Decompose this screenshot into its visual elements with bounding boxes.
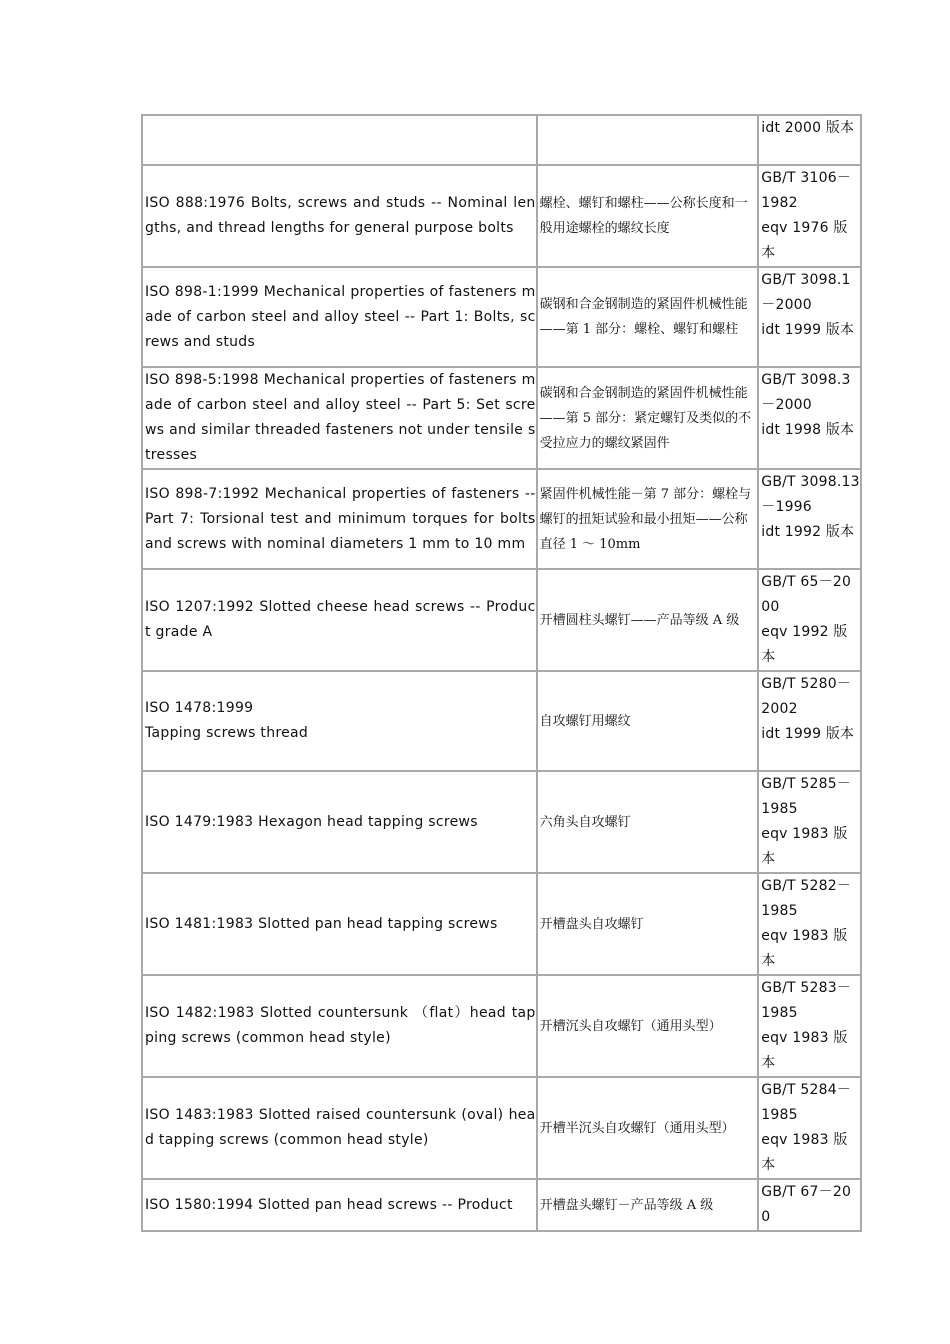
chinese-title-text: 开槽盘头螺钉－产品等级 A 级: [539, 1197, 714, 1213]
table-row: [143, 1078, 862, 1180]
chinese-title-text: 自攻螺钉用螺纹: [539, 713, 631, 729]
gb-number-text: GB/T 3098.13－1996: [761, 474, 860, 515]
table-row: [143, 116, 862, 166]
table-row: [143, 672, 862, 772]
chinese-title-text: 开槽半沉头自攻螺钉（通用头型）: [539, 1120, 735, 1136]
table-row: [143, 874, 862, 976]
iso-standard-cell: [143, 116, 538, 166]
table-row: [143, 772, 862, 874]
chinese-title-cell: [538, 874, 760, 976]
table-row: [143, 570, 862, 672]
iso-standard-cell: [143, 368, 538, 470]
chinese-title-cell: [538, 1078, 760, 1180]
chinese-title-cell: [538, 116, 760, 166]
gb-equivalence-text: idt 1992 版本: [761, 524, 855, 540]
gb-standard-cell: [759, 772, 862, 874]
standards-table: [141, 114, 862, 1232]
gb-standard-cell: [759, 1180, 862, 1232]
chinese-title-cell: [538, 268, 760, 368]
gb-equivalence-text: eqv 1983 版本: [761, 928, 848, 969]
chinese-title-text: 开槽圆柱头螺钉——产品等级 A 级: [539, 612, 740, 628]
gb-equivalence-text: eqv 1976 版本: [761, 220, 848, 261]
iso-standard-cell: [143, 772, 538, 874]
table-row: [143, 368, 862, 470]
chinese-title-cell: [538, 570, 760, 672]
chinese-title-cell: [538, 976, 760, 1078]
iso-standard-text: ISO 1479:1983 Hexagon head tapping screws: [145, 813, 478, 830]
gb-equivalence-text: idt 2000 版本: [761, 120, 855, 136]
iso-standard-cell: [143, 672, 538, 772]
chinese-title-text: 开槽盘头自攻螺钉: [539, 916, 644, 932]
gb-number-text: GB/T 5280－2002: [761, 676, 852, 717]
table-row: [143, 470, 862, 570]
chinese-title-cell: [538, 368, 760, 470]
gb-standard-cell: [759, 570, 862, 672]
gb-standard-cell: [759, 268, 862, 368]
chinese-title-cell: [538, 166, 760, 268]
chinese-title-text: 碳钢和合金钢制造的紧固件机械性能——第 1 部分：螺栓、螺钉和螺柱: [539, 297, 748, 337]
iso-standard-cell: [143, 874, 538, 976]
chinese-title-cell: [538, 772, 760, 874]
gb-standard-cell: [759, 470, 862, 570]
gb-standard-cell: [759, 976, 862, 1078]
iso-standard-cell: [143, 470, 538, 570]
gb-equivalence-text: eqv 1983 版本: [761, 1030, 848, 1071]
iso-standard-text: ISO 1207:1992 Slotted cheese head screws -- Product grade A: [145, 599, 536, 640]
gb-equivalence-text: eqv 1983 版本: [761, 1132, 848, 1173]
gb-number-text: GB/T 67－200: [761, 1184, 852, 1225]
table-row: [143, 1180, 862, 1232]
gb-standard-cell: [759, 368, 862, 470]
gb-equivalence-text: eqv 1983 版本: [761, 826, 848, 867]
iso-standard-text: ISO 898-7:1992 Mechanical properties of fasteners -- Part 7: Torsional test and minimum torques for bolts and screws with nominal diameters 1 mm to 10 mm: [145, 485, 536, 552]
iso-standard-cell: [143, 976, 538, 1078]
iso-standard-text: ISO 1580:1994 Slotted pan head screws -- Product: [145, 1196, 513, 1213]
chinese-title-cell: [538, 672, 760, 772]
gb-equivalence-text: idt 1999 版本: [761, 322, 855, 338]
iso-standard-text: ISO 898-5:1998 Mechanical properties of fasteners made of carbon steel and alloy steel -- Part 5: Set screws and similar threaded fasteners not under tensile stresses: [145, 372, 536, 463]
gb-number-text: GB/T 5282－1985: [761, 878, 852, 919]
chinese-title-text: 紧固件机械性能－第 7 部分：螺栓与螺钉的扭矩试验和最小扭矩——公称直径 1 ～ 10mm: [539, 486, 752, 552]
chinese-title-cell: [538, 470, 760, 570]
table-row: [143, 166, 862, 268]
iso-standard-cell: [143, 268, 538, 368]
iso-standard-text: ISO 1478:1999 Tapping screws thread: [145, 700, 309, 741]
chinese-title-cell: [538, 1180, 760, 1232]
iso-standard-text: ISO 888:1976 Bolts, screws and studs -- Nominal lengths, and thread lengths for general purpose bolts: [145, 195, 536, 236]
gb-number-text: GB/T 3098.1－2000: [761, 272, 851, 313]
chinese-title-text: 开槽沉头自攻螺钉（通用头型）: [539, 1018, 722, 1034]
gb-standard-cell: [759, 116, 862, 166]
iso-standard-text: ISO 1481:1983 Slotted pan head tapping screws: [145, 915, 498, 932]
gb-number-text: GB/T 5283－1985: [761, 980, 852, 1021]
gb-standard-cell: [759, 672, 862, 772]
chinese-title-text: 六角头自攻螺钉: [539, 814, 631, 830]
table-row: [143, 268, 862, 368]
gb-number-text: GB/T 5284－1985: [761, 1082, 852, 1123]
iso-standard-cell: [143, 1180, 538, 1232]
iso-standard-text: ISO 1483:1983 Slotted raised countersunk (oval) head tapping screws (common head style): [145, 1107, 536, 1148]
iso-standard-cell: [143, 570, 538, 672]
gb-number-text: GB/T 65－2000: [761, 574, 852, 615]
chinese-title-text: 碳钢和合金钢制造的紧固件机械性能——第 5 部分：紧定螺钉及类似的不受拉应力的螺纹紧固件: [539, 385, 752, 451]
iso-standard-cell: [143, 166, 538, 268]
gb-equivalence-text: idt 1998 版本: [761, 422, 855, 438]
iso-standard-text: ISO 1482:1983 Slotted countersunk （flat）head tapping screws (common head style): [145, 1005, 536, 1046]
chinese-title-text: 螺栓、螺钉和螺柱——公称长度和一般用途螺栓的螺纹长度: [539, 196, 748, 236]
iso-standard-text: ISO 898-1:1999 Mechanical properties of fasteners made of carbon steel and alloy steel -- Part 1: Bolts, screws and studs: [145, 283, 536, 350]
gb-standard-cell: [759, 1078, 862, 1180]
table-row: [143, 976, 862, 1078]
gb-number-text: GB/T 3106－1982: [761, 170, 852, 211]
gb-equivalence-text: eqv 1992 版本: [761, 624, 848, 665]
gb-number-text: GB/T 3098.3－2000: [761, 372, 851, 413]
gb-standard-cell: [759, 166, 862, 268]
gb-number-text: GB/T 5285－1985: [761, 776, 852, 817]
gb-standard-cell: [759, 874, 862, 976]
gb-equivalence-text: idt 1999 版本: [761, 726, 855, 742]
iso-standard-cell: [143, 1078, 538, 1180]
